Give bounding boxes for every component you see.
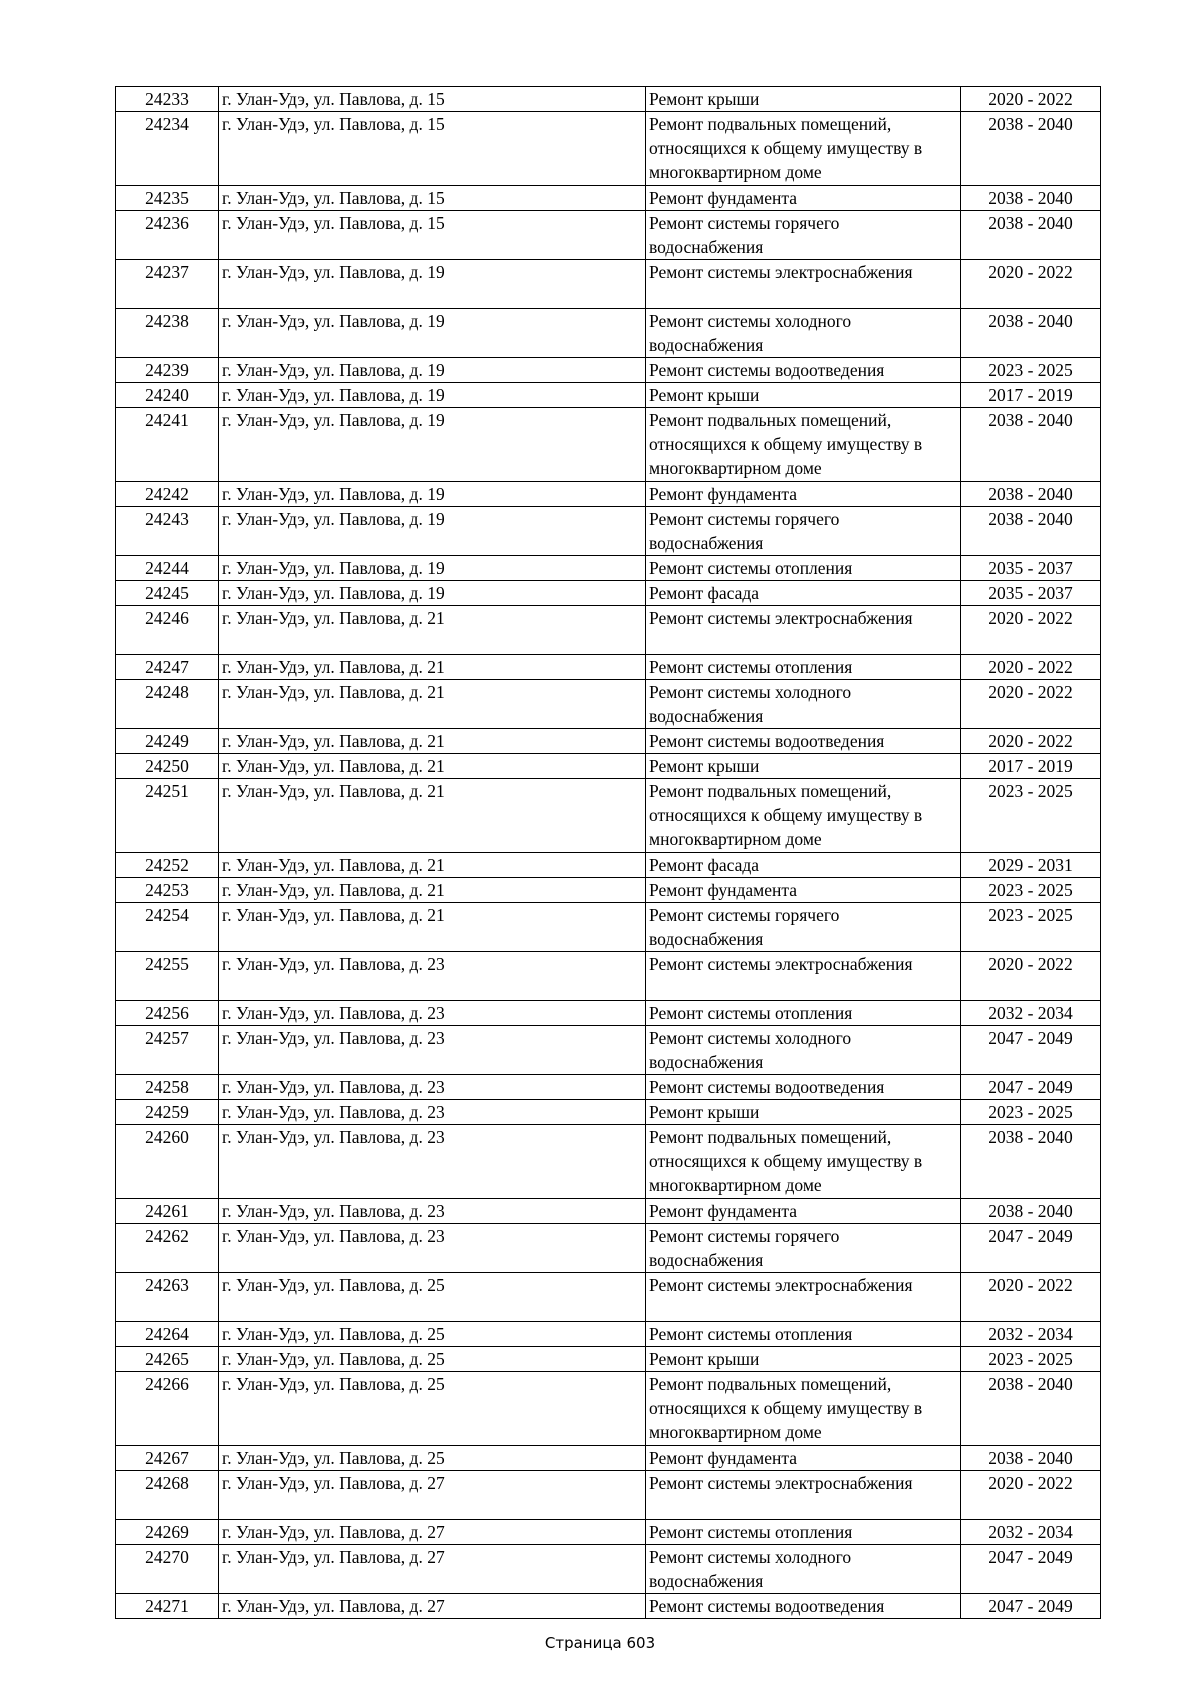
cell-period: 2038 - 2040 (961, 507, 1101, 556)
cell-id: 24235 (116, 186, 219, 211)
cell-id: 24249 (116, 729, 219, 754)
cell-address: г. Улан-Удэ, ул. Павлова, д. 23 (219, 952, 646, 1001)
cell-work-type: Ремонт системы горячего водоснабжения (646, 1224, 961, 1273)
table-row (116, 260, 1101, 309)
cell-period: 2038 - 2040 (961, 408, 1101, 482)
cell-work-type: Ремонт фасада (646, 581, 961, 606)
table-row (116, 1372, 1101, 1446)
cell-address: г. Улан-Удэ, ул. Павлова, д. 25 (219, 1446, 646, 1471)
cell-id: 24243 (116, 507, 219, 556)
cell-work-type: Ремонт системы отопления (646, 1001, 961, 1026)
cell-address: г. Улан-Удэ, ул. Павлова, д. 23 (219, 1026, 646, 1075)
cell-period: 2047 - 2049 (961, 1594, 1101, 1619)
cell-id: 24270 (116, 1545, 219, 1594)
cell-id: 24246 (116, 606, 219, 655)
cell-id: 24256 (116, 1001, 219, 1026)
cell-address: г. Улан-Удэ, ул. Павлова, д. 21 (219, 878, 646, 903)
cell-work-type: Ремонт системы горячего водоснабжения (646, 211, 961, 260)
cell-id: 24234 (116, 112, 219, 186)
cell-id: 24267 (116, 1446, 219, 1471)
table-row (116, 606, 1101, 655)
cell-id: 24244 (116, 556, 219, 581)
table-row (116, 556, 1101, 581)
table-row (116, 1520, 1101, 1545)
cell-period: 2038 - 2040 (961, 482, 1101, 507)
cell-period: 2017 - 2019 (961, 383, 1101, 408)
table-row (116, 878, 1101, 903)
cell-period: 2020 - 2022 (961, 1471, 1101, 1520)
cell-address: г. Улан-Удэ, ул. Павлова, д. 21 (219, 779, 646, 853)
cell-work-type: Ремонт системы холодного водоснабжения (646, 309, 961, 358)
cell-id: 24259 (116, 1100, 219, 1125)
cell-period: 2038 - 2040 (961, 1446, 1101, 1471)
cell-address: г. Улан-Удэ, ул. Павлова, д. 19 (219, 507, 646, 556)
table-row (116, 112, 1101, 186)
table-row (116, 779, 1101, 853)
cell-address: г. Улан-Удэ, ул. Павлова, д. 15 (219, 87, 646, 112)
cell-period: 2020 - 2022 (961, 680, 1101, 729)
cell-work-type: Ремонт системы отопления (646, 1322, 961, 1347)
cell-period: 2023 - 2025 (961, 779, 1101, 853)
cell-work-type: Ремонт фундамента (646, 482, 961, 507)
cell-id: 24268 (116, 1471, 219, 1520)
cell-id: 24240 (116, 383, 219, 408)
cell-work-type: Ремонт системы электроснабжения (646, 1273, 961, 1322)
cell-work-type: Ремонт подвальных помещений, относящихся к общему имуществу в многоквартирном доме (646, 1372, 961, 1446)
table-row (116, 1347, 1101, 1372)
cell-address: г. Улан-Удэ, ул. Павлова, д. 21 (219, 655, 646, 680)
table-row (116, 729, 1101, 754)
cell-id: 24264 (116, 1322, 219, 1347)
cell-work-type: Ремонт крыши (646, 1100, 961, 1125)
cell-period: 2047 - 2049 (961, 1026, 1101, 1075)
cell-address: г. Улан-Удэ, ул. Павлова, д. 19 (219, 309, 646, 358)
cell-period: 2035 - 2037 (961, 581, 1101, 606)
table-row (116, 1322, 1101, 1347)
cell-address: г. Улан-Удэ, ул. Павлова, д. 23 (219, 1199, 646, 1224)
cell-id: 24269 (116, 1520, 219, 1545)
table-body (116, 87, 1101, 1619)
cell-address: г. Улан-Удэ, ул. Павлова, д. 21 (219, 853, 646, 878)
cell-address: г. Улан-Удэ, ул. Павлова, д. 19 (219, 358, 646, 383)
cell-work-type: Ремонт системы водоотведения (646, 358, 961, 383)
cell-address: г. Улан-Удэ, ул. Павлова, д. 19 (219, 383, 646, 408)
cell-period: 2023 - 2025 (961, 878, 1101, 903)
cell-id: 24238 (116, 309, 219, 358)
table-row (116, 358, 1101, 383)
cell-work-type: Ремонт системы холодного водоснабжения (646, 1026, 961, 1075)
table-row (116, 952, 1101, 1001)
cell-period: 2035 - 2037 (961, 556, 1101, 581)
table-row (116, 581, 1101, 606)
cell-id: 24265 (116, 1347, 219, 1372)
cell-period: 2020 - 2022 (961, 1273, 1101, 1322)
table-row (116, 754, 1101, 779)
cell-work-type: Ремонт системы холодного водоснабжения (646, 1545, 961, 1594)
cell-address: г. Улан-Удэ, ул. Павлова, д. 19 (219, 482, 646, 507)
cell-work-type: Ремонт подвальных помещений, относящихся к общему имуществу в многоквартирном доме (646, 1125, 961, 1199)
cell-address: г. Улан-Удэ, ул. Павлова, д. 27 (219, 1520, 646, 1545)
cell-work-type: Ремонт крыши (646, 87, 961, 112)
cell-id: 24257 (116, 1026, 219, 1075)
table-row (116, 1471, 1101, 1520)
page-number: Страница 603 (544, 1634, 656, 1652)
cell-address: г. Улан-Удэ, ул. Павлова, д. 27 (219, 1471, 646, 1520)
cell-period: 2032 - 2034 (961, 1322, 1101, 1347)
cell-address: г. Улан-Удэ, ул. Павлова, д. 23 (219, 1224, 646, 1273)
cell-address: г. Улан-Удэ, ул. Павлова, д. 19 (219, 581, 646, 606)
cell-period: 2038 - 2040 (961, 1372, 1101, 1446)
table-row (116, 1594, 1101, 1619)
table-row (116, 1075, 1101, 1100)
cell-id: 24247 (116, 655, 219, 680)
cell-address: г. Улан-Удэ, ул. Павлова, д. 19 (219, 260, 646, 309)
cell-period: 2047 - 2049 (961, 1224, 1101, 1273)
cell-period: 2020 - 2022 (961, 655, 1101, 680)
cell-work-type: Ремонт системы отопления (646, 655, 961, 680)
table-row (116, 1446, 1101, 1471)
cell-address: г. Улан-Удэ, ул. Павлова, д. 25 (219, 1347, 646, 1372)
cell-period: 2017 - 2019 (961, 754, 1101, 779)
cell-id: 24254 (116, 903, 219, 952)
table-row (116, 903, 1101, 952)
table-row (116, 309, 1101, 358)
cell-id: 24263 (116, 1273, 219, 1322)
cell-period: 2047 - 2049 (961, 1545, 1101, 1594)
cell-id: 24255 (116, 952, 219, 1001)
cell-work-type: Ремонт системы водоотведения (646, 1075, 961, 1100)
cell-work-type: Ремонт подвальных помещений, относящихся к общему имуществу в многоквартирном доме (646, 408, 961, 482)
cell-period: 2032 - 2034 (961, 1001, 1101, 1026)
table-row (116, 680, 1101, 729)
cell-work-type: Ремонт подвальных помещений, относящихся к общему имуществу в многоквартирном доме (646, 112, 961, 186)
cell-id: 24242 (116, 482, 219, 507)
table-row (116, 1125, 1101, 1199)
cell-period: 2038 - 2040 (961, 309, 1101, 358)
cell-id: 24250 (116, 754, 219, 779)
cell-work-type: Ремонт системы электроснабжения (646, 952, 961, 1001)
cell-work-type: Ремонт крыши (646, 383, 961, 408)
cell-address: г. Улан-Удэ, ул. Павлова, д. 21 (219, 680, 646, 729)
cell-id: 24251 (116, 779, 219, 853)
cell-id: 24233 (116, 87, 219, 112)
cell-work-type: Ремонт системы отопления (646, 1520, 961, 1545)
cell-id: 24262 (116, 1224, 219, 1273)
cell-work-type: Ремонт системы электроснабжения (646, 260, 961, 309)
cell-address: г. Улан-Удэ, ул. Павлова, д. 27 (219, 1545, 646, 1594)
cell-work-type: Ремонт системы холодного водоснабжения (646, 680, 961, 729)
cell-id: 24261 (116, 1199, 219, 1224)
cell-id: 24236 (116, 211, 219, 260)
cell-address: г. Улан-Удэ, ул. Павлова, д. 15 (219, 186, 646, 211)
cell-period: 2020 - 2022 (961, 729, 1101, 754)
cell-period: 2038 - 2040 (961, 211, 1101, 260)
cell-address: г. Улан-Удэ, ул. Павлова, д. 19 (219, 408, 646, 482)
cell-address: г. Улан-Удэ, ул. Павлова, д. 21 (219, 903, 646, 952)
table-row (116, 211, 1101, 260)
cell-period: 2038 - 2040 (961, 112, 1101, 186)
cell-address: г. Улан-Удэ, ул. Павлова, д. 27 (219, 1594, 646, 1619)
cell-period: 2020 - 2022 (961, 260, 1101, 309)
cell-period: 2023 - 2025 (961, 1100, 1101, 1125)
cell-work-type: Ремонт фасада (646, 853, 961, 878)
cell-work-type: Ремонт системы водоотведения (646, 1594, 961, 1619)
cell-period: 2023 - 2025 (961, 358, 1101, 383)
table-row (116, 1026, 1101, 1075)
cell-address: г. Улан-Удэ, ул. Павлова, д. 19 (219, 556, 646, 581)
cell-period: 2038 - 2040 (961, 186, 1101, 211)
cell-address: г. Улан-Удэ, ул. Павлова, д. 21 (219, 606, 646, 655)
cell-period: 2038 - 2040 (961, 1125, 1101, 1199)
cell-work-type: Ремонт системы водоотведения (646, 729, 961, 754)
cell-period: 2020 - 2022 (961, 606, 1101, 655)
cell-address: г. Улан-Удэ, ул. Павлова, д. 15 (219, 211, 646, 260)
cell-address: г. Улан-Удэ, ул. Павлова, д. 23 (219, 1125, 646, 1199)
table-row (116, 408, 1101, 482)
cell-id: 24237 (116, 260, 219, 309)
cell-id: 24260 (116, 1125, 219, 1199)
cell-address: г. Улан-Удэ, ул. Павлова, д. 23 (219, 1075, 646, 1100)
cell-period: 2029 - 2031 (961, 853, 1101, 878)
cell-work-type: Ремонт системы электроснабжения (646, 1471, 961, 1520)
cell-work-type: Ремонт фундамента (646, 1199, 961, 1224)
cell-work-type: Ремонт крыши (646, 754, 961, 779)
table-row (116, 507, 1101, 556)
cell-work-type: Ремонт системы горячего водоснабжения (646, 903, 961, 952)
table-row (116, 1100, 1101, 1125)
cell-address: г. Улан-Удэ, ул. Павлова, д. 25 (219, 1322, 646, 1347)
cell-id: 24253 (116, 878, 219, 903)
cell-address: г. Улан-Удэ, ул. Павлова, д. 15 (219, 112, 646, 186)
table-row (116, 482, 1101, 507)
table-row (116, 186, 1101, 211)
cell-id: 24239 (116, 358, 219, 383)
table-row (116, 383, 1101, 408)
cell-address: г. Улан-Удэ, ул. Павлова, д. 21 (219, 754, 646, 779)
table-row (116, 1273, 1101, 1322)
cell-period: 2020 - 2022 (961, 952, 1101, 1001)
cell-period: 2020 - 2022 (961, 87, 1101, 112)
table-row (116, 853, 1101, 878)
cell-work-type: Ремонт подвальных помещений, относящихся к общему имуществу в многоквартирном доме (646, 779, 961, 853)
cell-work-type: Ремонт системы горячего водоснабжения (646, 507, 961, 556)
cell-period: 2023 - 2025 (961, 1347, 1101, 1372)
cell-id: 24252 (116, 853, 219, 878)
cell-work-type: Ремонт системы электроснабжения (646, 606, 961, 655)
table-row (116, 655, 1101, 680)
cell-work-type: Ремонт крыши (646, 1347, 961, 1372)
cell-period: 2038 - 2040 (961, 1199, 1101, 1224)
table-row (116, 1224, 1101, 1273)
cell-id: 24266 (116, 1372, 219, 1446)
table-row (116, 1001, 1101, 1026)
cell-work-type: Ремонт фундамента (646, 878, 961, 903)
table-row (116, 87, 1101, 112)
cell-id: 24271 (116, 1594, 219, 1619)
cell-work-type: Ремонт фундамента (646, 1446, 961, 1471)
cell-id: 24258 (116, 1075, 219, 1100)
cell-period: 2023 - 2025 (961, 903, 1101, 952)
cell-work-type: Ремонт системы отопления (646, 556, 961, 581)
cell-address: г. Улан-Удэ, ул. Павлова, д. 25 (219, 1372, 646, 1446)
cell-address: г. Улан-Удэ, ул. Павлова, д. 23 (219, 1100, 646, 1125)
cell-period: 2047 - 2049 (961, 1075, 1101, 1100)
cell-address: г. Улан-Удэ, ул. Павлова, д. 21 (219, 729, 646, 754)
cell-id: 24248 (116, 680, 219, 729)
table-row (116, 1199, 1101, 1224)
cell-period: 2032 - 2034 (961, 1520, 1101, 1545)
cell-work-type: Ремонт фундамента (646, 186, 961, 211)
cell-address: г. Улан-Удэ, ул. Павлова, д. 23 (219, 1001, 646, 1026)
cell-address: г. Улан-Удэ, ул. Павлова, д. 25 (219, 1273, 646, 1322)
cell-id: 24245 (116, 581, 219, 606)
table-row (116, 1545, 1101, 1594)
cell-id: 24241 (116, 408, 219, 482)
repair-schedule-table (115, 86, 1101, 1619)
